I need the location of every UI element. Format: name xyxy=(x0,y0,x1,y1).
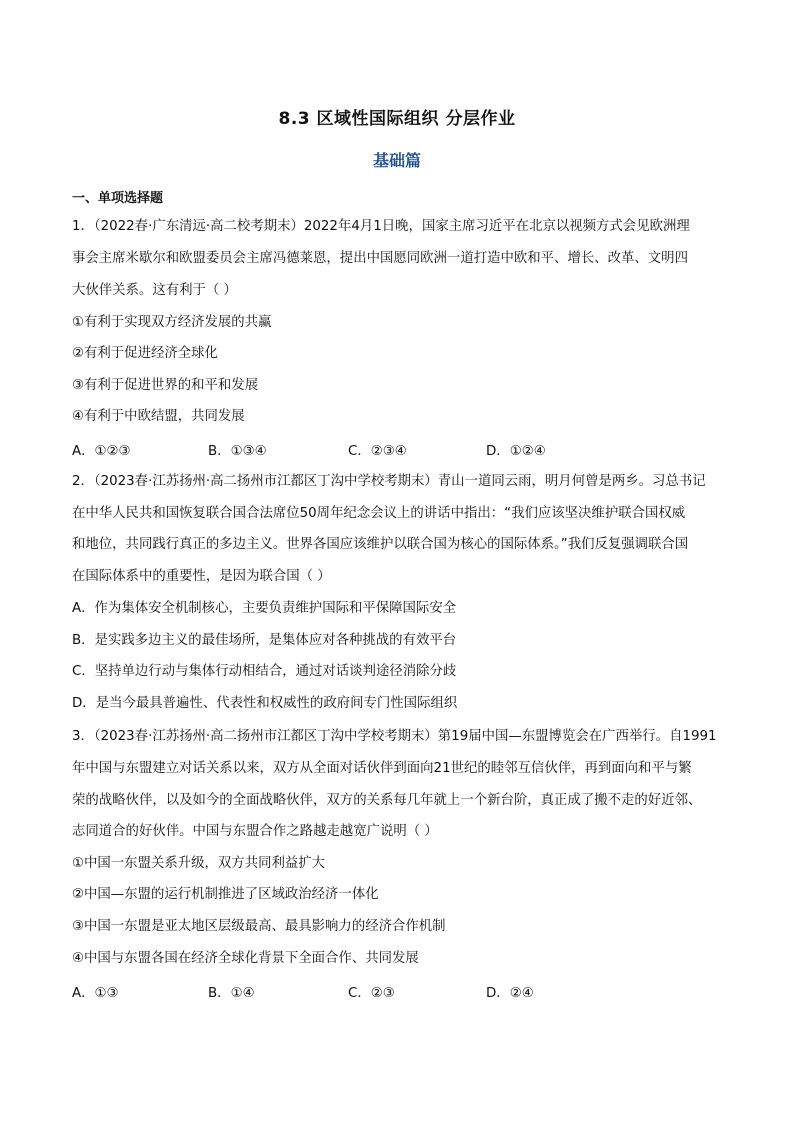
q3-options xyxy=(72,982,732,1000)
q3-stem-line: 荣的战略伙伴，以及如今的全面战略伙伴，双方的关系每几年就上一个新台阶，真正成了搬不走的好近邻、 xyxy=(72,793,702,808)
q1-item: ②有利于促进经济全球化 xyxy=(72,346,218,361)
q1-item: ④有利于中欧结盟，共同发展 xyxy=(72,409,245,424)
q1-stem-line: 1．（2022春·广东清远·高二校考期末）2022年4月1日晚，国家主席习近平在北京以视频方式会见欧洲理 xyxy=(72,219,690,234)
section-heading: 一、单项选择题 xyxy=(72,191,164,206)
q2-choice: C．坚持单边行动与集体行动相结合，通过对话谈判途径消除分歧 xyxy=(72,664,457,679)
q2-stem-line: 和地位，共同践行真正的多边主义。世界各国应该维护以联合国为核心的国际体系。”我们反复强调联合国 xyxy=(72,537,689,552)
q3-stem-line: 志同道合的好伙伴。中国与东盟合作之路越走越宽广说明（ ） xyxy=(72,824,438,839)
q2-choice: D．是当今最具普遍性、代表性和权威性的政府间专门性国际组织 xyxy=(72,696,458,711)
q2-stem-line: 2．（2023春·江苏扬州·高二扬州市江都区丁沟中学校考期末）青山一道同云雨，明月何曾是两乡。习总书记 xyxy=(72,474,706,489)
q3-stem-line: 年中国与东盟建立对话关系以来，双方从全面对话伙伴到面向21世纪的睦邻互信伙伴，再到面向和平与繁 xyxy=(72,761,692,776)
q3-item: ①中国一东盟关系升级，双方共同利益扩大 xyxy=(72,856,326,871)
option-a: A．①②③ xyxy=(72,444,131,459)
q2-stem-line: 在中华人民共和国恢复联合国合法席位50周年纪念会议上的讲话中指出：“我们应该坚决维护联合国权威 xyxy=(72,506,686,521)
q1-item: ③有利于促进世界的和平和发展 xyxy=(72,378,259,393)
option-d: D．①②④ xyxy=(486,444,546,459)
option-b: B．①③④ xyxy=(208,444,267,459)
option-c: C．②③ xyxy=(348,986,395,1001)
page-title: 8.3 区域性国际组织 分层作业 xyxy=(278,109,516,129)
q3-item: ②中国—东盟的运行机制推进了区域政治经济一体化 xyxy=(72,887,379,902)
q2-stem-line: 在国际体系中的重要性，是因为联合国（ ） xyxy=(72,569,331,584)
q1-options xyxy=(72,440,732,458)
page-subtitle: 基础篇 xyxy=(372,151,421,170)
q1-item: ①有利于实现双方经济发展的共赢 xyxy=(72,315,272,330)
option-c: C．②③④ xyxy=(348,444,407,459)
q3-item: ③中国一东盟是亚太地区层级最高、最具影响力的经济合作机制 xyxy=(72,919,446,934)
option-a: A．①③ xyxy=(72,986,119,1001)
q1-stem-line: 大伙伴关系。这有利于（ ） xyxy=(72,283,237,298)
q1-stem-line: 事会主席米歇尔和欧盟委员会主席冯德莱恩，提出中国愿同欧洲一道打造中欧和平、增长、改革、文明四 xyxy=(72,251,688,266)
q3-stem-line: 3．（2023春·江苏扬州·高二扬州市江都区丁沟中学校考期末）第19届中国—东盟博览会在广西举行。自1991 xyxy=(72,729,717,744)
q2-choice: A．作为集体安全机制核心，主要负责维护国际和平保障国际安全 xyxy=(72,601,457,616)
option-b: B．①④ xyxy=(208,986,255,1001)
q3-item: ④中国与东盟各国在经济全球化背景下全面合作、共同发展 xyxy=(72,951,419,966)
option-d: D．②④ xyxy=(486,986,534,1001)
q2-choice: B．是实践多边主义的最佳场所，是集体应对各种挑战的有效平台 xyxy=(72,633,457,648)
